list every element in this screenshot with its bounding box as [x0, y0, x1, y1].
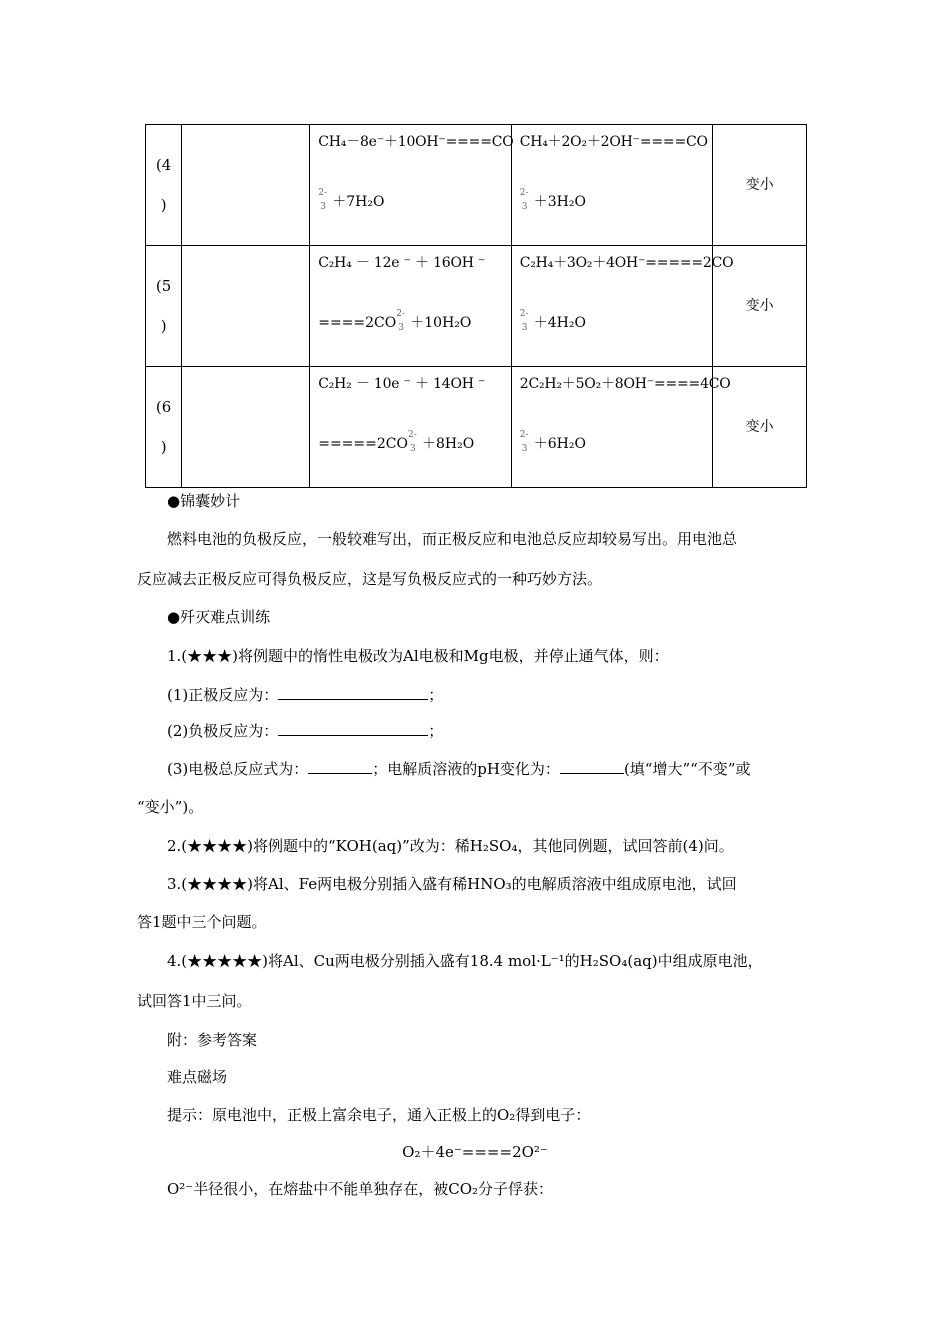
carbonate-ion-marker: 2- 3	[407, 430, 417, 454]
carbonate-ion-marker: 2- 3	[519, 188, 529, 212]
row-index: (6 )	[146, 367, 182, 488]
reaction-table	[145, 124, 807, 488]
question-3-line2: 答1题中三个问题。	[137, 913, 267, 931]
appendix-heading: 附：参考答案	[167, 1031, 258, 1049]
question-1-part-1: (1)正极反应为： ；	[167, 686, 444, 704]
carbonate-ion-marker: 2- 3	[396, 309, 406, 333]
answer-blank[interactable]	[278, 685, 428, 700]
explanation-text: O²⁻半径很小，在熔盐中不能单独存在，被CO₂分子俘获：	[167, 1180, 554, 1198]
question-4-line2: 试回答1中三问。	[137, 992, 252, 1010]
negative-electrode-reaction: CH₄－8e⁻＋10OH⁻====CO 2- 3 ＋7H₂O	[310, 125, 512, 246]
tips-heading: ●锦囊妙计	[167, 492, 241, 510]
carbonate-ion-marker: 2- 3	[519, 309, 529, 333]
row-index: (5 )	[146, 246, 182, 367]
total-reaction: CH₄＋2O₂＋2OH⁻====CO 2- 3 ＋3H₂O	[511, 125, 713, 246]
ph-change: 变小	[713, 125, 807, 246]
electrode-equation: O₂＋4e⁻====2O²⁻	[402, 1143, 548, 1161]
merged-empty-cell	[182, 246, 310, 367]
table-row	[146, 246, 807, 367]
negative-electrode-reaction: C₂H₂ － 10e ⁻ ＋ 14OH ⁻ =====2CO 2- 3 ＋8H₂O	[310, 367, 512, 488]
tips-paragraph-line2: 反应减去正极反应可得负极反应，这是写负极反应式的一种巧妙方法。	[137, 570, 603, 588]
merged-empty-cell	[182, 125, 310, 246]
ph-change: 变小	[713, 367, 807, 488]
tips-paragraph-line1: 燃料电池的负极反应，一般较难写出，而正极反应和电池总反应却较易写出。用电池总	[167, 530, 738, 548]
table-row	[146, 367, 807, 488]
hint-text: 提示：原电池中，正极上富余电子，通入正极上的O₂得到电子：	[167, 1106, 591, 1124]
training-heading: ●歼灭难点训练	[167, 608, 271, 626]
question-1: 1.(★★★)将例题中的惰性电极改为Al电极和Mg电极，并停止通气体，则：	[167, 647, 669, 665]
table-row	[146, 125, 807, 246]
carbonate-ion-marker: 2- 3	[519, 430, 529, 454]
carbonate-ion-marker: 2- 3	[318, 188, 327, 212]
answer-blank[interactable]	[560, 759, 624, 774]
answer-blank[interactable]	[278, 721, 428, 736]
negative-electrode-reaction: C₂H₄ － 12e ⁻ ＋ 16OH ⁻ ====2CO 2- 3 ＋10H₂O	[310, 246, 512, 367]
question-2: 2.(★★★★)将例题中的“KOH(aq)”改为：稀H₂SO₄，其他同例题，试回答前(4)问。	[167, 837, 734, 855]
ph-change: 变小	[713, 246, 807, 367]
question-1-part-2: (2)负极反应为： ；	[167, 722, 444, 740]
section-heading: 难点磁场	[167, 1068, 228, 1086]
row-index: (4 )	[146, 125, 182, 246]
question-1-part-3: (3)电极总反应式为： ；电解质溶液的pH变化为： (填“增大”“不变”或	[167, 760, 751, 778]
question-3-line1: 3.(★★★★)将Al、Fe两电极分别插入盛有稀HNO₃的电解质溶液中组成原电池，试回	[167, 875, 737, 893]
question-1-part-3-cont: “变小”)。	[137, 798, 204, 816]
merged-empty-cell	[182, 367, 310, 488]
total-reaction: C₂H₄＋3O₂＋4OH⁻=====2CO 2- 3 ＋4H₂O	[511, 246, 713, 367]
answer-blank[interactable]	[308, 759, 372, 774]
question-4-line1: 4.(★★★★★)将Al、Cu两电极分别插入盛有18.4 mol·L⁻¹的H₂SO₄(aq)中组成原电池，	[167, 952, 763, 970]
total-reaction: 2C₂H₂＋5O₂＋8OH⁻====4CO 2- 3 ＋6H₂O	[511, 367, 713, 488]
